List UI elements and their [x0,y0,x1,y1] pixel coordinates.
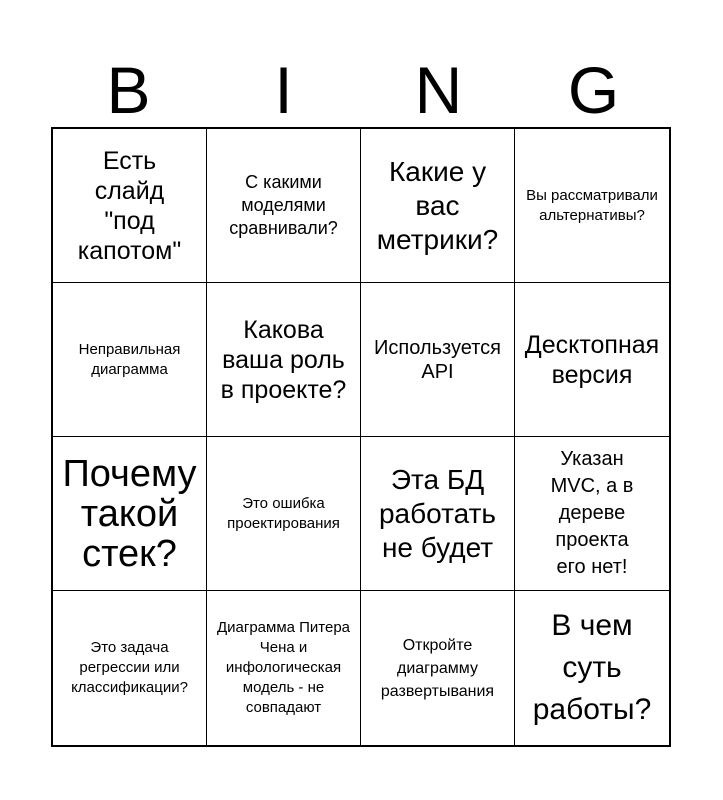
cell-text: Вы рассматривали альтернативы? [526,186,658,224]
bingo-cell-3[interactable] [361,129,515,283]
cell-text: Это ошибка проектирования [227,494,340,532]
bingo-cell-15[interactable] [361,591,515,745]
cell-text: Какие у вас метрики? [376,155,499,255]
bingo-cell-1[interactable] [53,129,207,283]
bingo-cell-16[interactable] [515,591,669,745]
bingo-cell-2[interactable] [207,129,361,283]
cell-text: Эта БД работать не будет [378,463,497,563]
cell-text: Неправильная диаграмма [78,340,181,378]
bingo-cell-13[interactable] [53,591,207,745]
bingo-cell-10[interactable] [207,437,361,591]
bingo-cell-7[interactable] [361,283,515,437]
bingo-grid [51,127,671,747]
header-letter-b: B [106,53,151,127]
bingo-cell-6[interactable] [207,283,361,437]
bingo-cell-4[interactable] [515,129,669,283]
cell-text: Указан MVC, а в дереве проекта его нет! [550,448,634,578]
bingo-cell-5[interactable] [53,283,207,437]
bingo-cell-8[interactable] [515,283,669,437]
bingo-cell-12[interactable] [515,437,669,591]
bingo-cell-9[interactable] [53,437,207,591]
cell-text: С какими моделями сравнивали? [229,172,338,238]
cell-text: Есть слайд "под капотом" [77,146,182,265]
header-letter-i: I [274,53,293,127]
cell-text: Откройте диаграмму развертывания [380,636,495,700]
cell-text: Используется API [374,336,501,383]
header-letter-g: G [567,53,620,127]
bingo-cell-14[interactable] [207,591,361,745]
cell-text: В чем суть работы? [532,609,652,726]
bingo-header [51,52,671,128]
cell-text: Это задача регрессии или классификации? [71,639,188,696]
cell-text: Диаграмма Питера Чена и инфологическая модель - не совпадают [216,619,351,716]
cell-text: Почему такой стек? [62,452,197,575]
header-letter-n: N [414,53,463,127]
bingo-cell-11[interactable] [361,437,515,591]
cell-text: Какова ваша роль в проекте? [220,315,347,404]
cell-text: Десктопная версия [524,330,660,389]
